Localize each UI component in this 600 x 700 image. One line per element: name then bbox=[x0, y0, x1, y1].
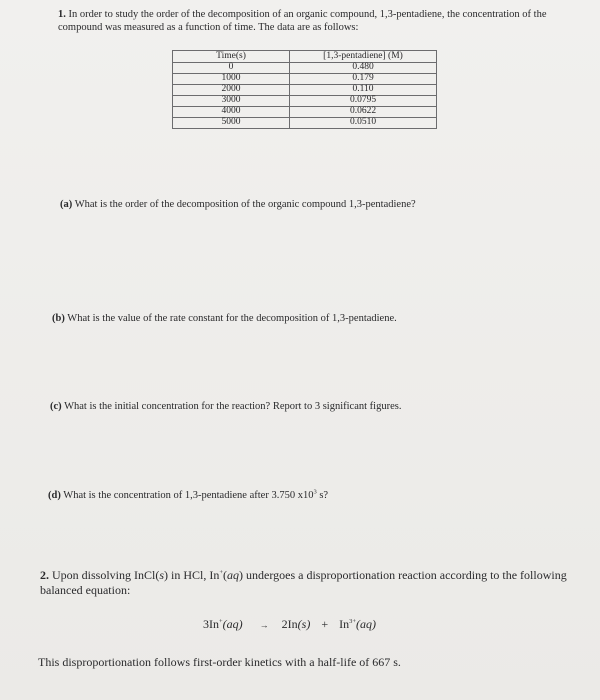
equation-product-1: 2In bbox=[281, 617, 298, 631]
question-part-a bbox=[60, 198, 416, 211]
table-cell-concentration: 0.0510 bbox=[290, 118, 437, 129]
part-b-label: (b) bbox=[52, 313, 65, 324]
question-2-state-s: s bbox=[159, 568, 165, 582]
part-a-text: What is the order of the decomposition of the organic compound 1,3-pentadiene? bbox=[74, 199, 416, 210]
table-row bbox=[173, 118, 437, 129]
part-b-text: What is the value of the rate constant for the decomposition of 1,3-pentadiene. bbox=[67, 313, 397, 324]
equation-reactant-charge: + bbox=[219, 618, 223, 625]
part-d-label: (d) bbox=[48, 490, 61, 501]
reaction-arrow-icon: → bbox=[259, 620, 269, 630]
concentration-data-table bbox=[172, 50, 437, 129]
question-2-charge: + bbox=[219, 569, 224, 576]
question-part-c bbox=[50, 400, 401, 413]
table-row bbox=[173, 74, 437, 85]
table-cell-concentration: 0.0795 bbox=[290, 96, 437, 107]
question-1-text: In order to study the order of the decomposition of an organic compound, 1,3-pentadiene, the concentration of the compound was measured as a function of time. The data are as follows: bbox=[58, 9, 547, 33]
table-row bbox=[173, 107, 437, 118]
part-d-text-end: s? bbox=[316, 490, 329, 501]
equation-reactant-state: (aq) bbox=[222, 617, 243, 631]
table-cell-time: 4000 bbox=[173, 107, 290, 118]
table-cell-concentration: 0.179 bbox=[290, 74, 437, 85]
table-cell-time: 2000 bbox=[173, 85, 290, 96]
table-cell-time: 3000 bbox=[173, 96, 290, 107]
question-2-followup: This disproportionation follows first-order kinetics with a half-life of 667 s. bbox=[38, 655, 401, 669]
table-cell-time: 0 bbox=[173, 63, 290, 74]
part-d-exponent: 3 bbox=[313, 488, 317, 496]
question-2-number: 2. bbox=[40, 568, 49, 582]
table-cell-concentration: 0.110 bbox=[290, 85, 437, 96]
equation-reactant: 3In bbox=[203, 617, 219, 631]
table-header-row bbox=[173, 51, 437, 63]
data-table-container bbox=[172, 50, 437, 129]
table-header-time: Time(s) bbox=[173, 51, 290, 63]
equation-product-2-charge: 3+ bbox=[349, 618, 357, 625]
question-1-intro bbox=[58, 9, 558, 34]
table-cell-time: 5000 bbox=[173, 118, 290, 129]
question-2-text: ) in HCl, In bbox=[164, 568, 220, 582]
part-d-text: What is the concentration of 1,3-pentadiene after 3.750 x10 bbox=[63, 490, 314, 501]
question-2-intro bbox=[40, 568, 580, 598]
balanced-equation bbox=[203, 617, 376, 633]
part-c-label: (c) bbox=[50, 401, 62, 412]
equation-product-2-state: (aq) bbox=[356, 617, 377, 631]
equation-product-1-state: (s) bbox=[297, 617, 311, 631]
question-2-text: ) undergoes a disproportionation reaction according to the following balanced equation: bbox=[40, 568, 567, 597]
table-cell-concentration: 0.480 bbox=[290, 63, 437, 74]
question-part-d bbox=[48, 489, 328, 502]
part-c-text: What is the initial concentration for the reaction? Report to 3 significant figures. bbox=[64, 401, 402, 412]
part-a-label: (a) bbox=[60, 199, 73, 210]
question-1-number: 1. bbox=[58, 9, 66, 20]
question-part-b bbox=[52, 312, 397, 325]
equation-plus: + bbox=[321, 617, 329, 631]
question-2-state-aq: aq bbox=[227, 568, 240, 582]
question-2-text: ( bbox=[223, 568, 228, 582]
table-row bbox=[173, 96, 437, 107]
table-row bbox=[173, 63, 437, 74]
table-header-concentration: [1,3-pentadiene] (M) bbox=[290, 51, 437, 63]
table-cell-time: 1000 bbox=[173, 74, 290, 85]
equation-product-2: In bbox=[339, 617, 350, 631]
table-row bbox=[173, 85, 437, 96]
table-cell-concentration: 0.0622 bbox=[290, 107, 437, 118]
question-2-text: Upon dissolving InCl( bbox=[52, 568, 160, 582]
